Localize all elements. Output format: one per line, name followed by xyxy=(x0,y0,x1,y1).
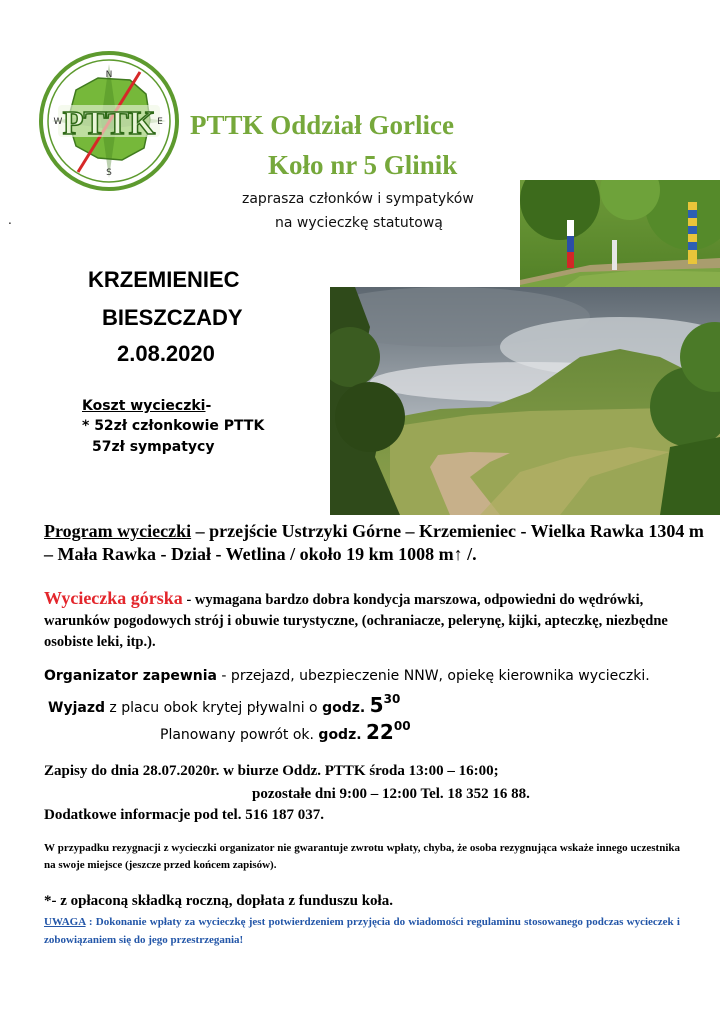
invite-line-1: zaprasza członków i sympatyków xyxy=(242,191,474,207)
trip-date: 2.08.2020 xyxy=(117,341,215,366)
cost-members: * 52zł członkowie PTTK xyxy=(82,418,265,434)
organizer-provides: Organizator zapewnia - przejazd, ubezpieczenie NNW, opiekę kierownika wycieczki. xyxy=(44,668,650,684)
title-line-1: PTTK Oddział Gorlice xyxy=(190,110,454,140)
mountain-requirements: Wycieczka górska - wymagana bardzo dobra kondycja marszowa, odpowiedni do wędrówki, warunków pogodowych strój i obuwie turystyczne, (ochraniacze, pelerynę, kijki, apteczkę, niezbędne osobiste leki, itp.). xyxy=(44,588,668,650)
title-line-2: Koło nr 5 Glinik xyxy=(268,150,458,180)
resignation-note: W przypadku rezygnacji z wycieczki organizator nie gwarantuje zwrotu wpłaty, chyba, że osoba rezygnująca wskaże innego uczestnika na swoje miejsce (jeszcze przed końcem zapisów). xyxy=(44,842,680,871)
registration-line-2: pozostałe dni 9:00 – 12:00 Tel. 18 352 16 88. xyxy=(252,786,530,802)
mountain-trail-photo xyxy=(330,287,720,515)
svg-text:W: W xyxy=(53,117,63,127)
logo-text: PTTK xyxy=(62,105,156,142)
destination-2: BIESZCZADY xyxy=(102,305,243,330)
departure-info: Wyjazd z placu obok krytej pływalni o godz. 530 xyxy=(48,692,401,717)
program-description: Program wycieczki – przejście Ustrzyki Górne – Krzemieniec - Wielka Rawka 1304 m – Mała Rawka - Dział - Wetlina / około 19 km 1008 m↑ /. xyxy=(44,521,704,564)
stray-dot: . xyxy=(8,213,12,227)
cost-sympathizers: 57zł sympatycy xyxy=(92,439,215,455)
svg-text:N: N xyxy=(105,70,113,80)
registration-line-1: Zapisy do dnia 28.07.2020r. w biurze Oddz. PTTK środa 13:00 – 16:00; xyxy=(44,763,499,779)
warning-note: UWAGA : Dokonanie wpłaty za wycieczkę jest potwierdzeniem przyjęcia do wiadomości regulaminu stosowanego podczas wycieczek i zobowiązaniem się do jego przestrzegania! xyxy=(44,916,680,946)
footnote: *- z opłaconą składką roczną, dopłata z funduszu koła. xyxy=(44,893,393,909)
pttk-logo xyxy=(38,50,180,192)
return-info: Planowany powrót ok. godz. 2200 xyxy=(160,719,411,744)
svg-text:S: S xyxy=(106,168,112,178)
destination-1: KRZEMIENIEC xyxy=(88,267,240,292)
invite-line-2: na wycieczkę statutową xyxy=(275,215,443,231)
svg-text:E: E xyxy=(157,117,163,127)
cost-heading: Koszt wycieczki- xyxy=(82,398,212,414)
registration-line-3: Dodatkowe informacje pod tel. 516 187 037. xyxy=(44,807,324,823)
